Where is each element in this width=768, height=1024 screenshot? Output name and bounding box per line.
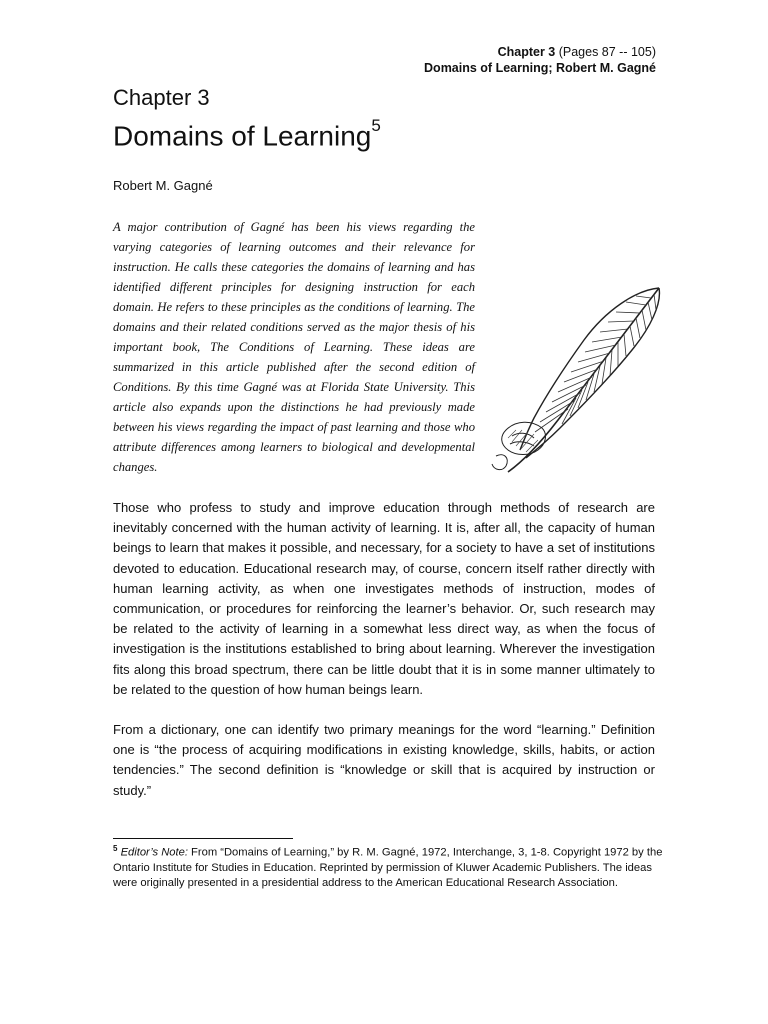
page-title (113, 116, 381, 152)
body-text (113, 498, 655, 821)
running-head-subtitle-text: Domains of Learning; Robert M. Gagné (424, 61, 656, 75)
running-head (424, 44, 656, 76)
footnote-divider (113, 838, 293, 839)
page-title-text: Domains of Learning (113, 120, 372, 152)
body-paragraph-1: Those who profess to study and improve education through methods of research are inevitably concerned with the human activity of learning. It is, after all, the capacity of human beings to learn that makes it possible, and necessary, for a society to have a set of institutions devoted to education. Educational research may, of course, concern itself rather directly with human learning activity, as when one investigates methods of instruction, modes of communication, or procedures for reinforcing the learner’s behavior. Or, such research may be related to the activity of learning in a somewhat less direct way, as when the focus of investigation is the institutions established to bring about learning. Wherever the investigation fits along this broad spectrum, there can be little doubt that it is in some manner ultimately to be related to the question of how human beings learn. (113, 500, 655, 697)
footnote-label: Editor’s Note: (120, 846, 188, 859)
running-head-line-1 (424, 44, 656, 60)
author-name: Robert M. Gagné (113, 178, 213, 193)
abstract: A major contribution of Gagné has been his views regarding the varying categories of learning outcomes and their relevance for instruction. He calls these categories the domains of learning and has identified different principles for designing instruction for each domain. He refers to these principles as the conditions of learning. The domains and their related conditions served as the major thesis of his important book, The Conditions of Learning. These ideas are summarized in this article published after the second edition of Conditions. By this time Gagné was at Florida State University. This article also expands upon the distinctions he had previously made between his views regarding the impact of past learning and those who attribute differences among learners to biological and developmental changes. (113, 220, 475, 474)
footnote (113, 841, 673, 891)
running-head-subtitle (424, 60, 656, 76)
footnote-mark: 5 (113, 844, 118, 853)
title-footnote-mark: 5 (371, 116, 381, 135)
running-head-chapter: Chapter 3 (497, 45, 556, 59)
body-paragraph-2: From a dictionary, one can identify two primary meanings for the word “learning.” Definition one is “the process of acquiring modifications in existing knowledge, skills, habits, or action tendencies.” The second definition is “knowledge or skill that is acquired by instruction or study.” (113, 722, 655, 798)
chapter-label: Chapter 3 (113, 85, 210, 110)
footnote-text: From “Domains of Learning,” by R. M. Gagné, 1972, Interchange, 3, 1-8. Copyright 1972 by the Ontario Institute for Studies in Education. Reprinted by permission of Kluwer Academic Publishers. The ideas were originally presented in a presidential address to the American Educational Research Association. (113, 846, 663, 889)
running-head-pages: (Pages 87 -- 105) (555, 45, 656, 59)
quill-pen-icon (486, 280, 666, 476)
